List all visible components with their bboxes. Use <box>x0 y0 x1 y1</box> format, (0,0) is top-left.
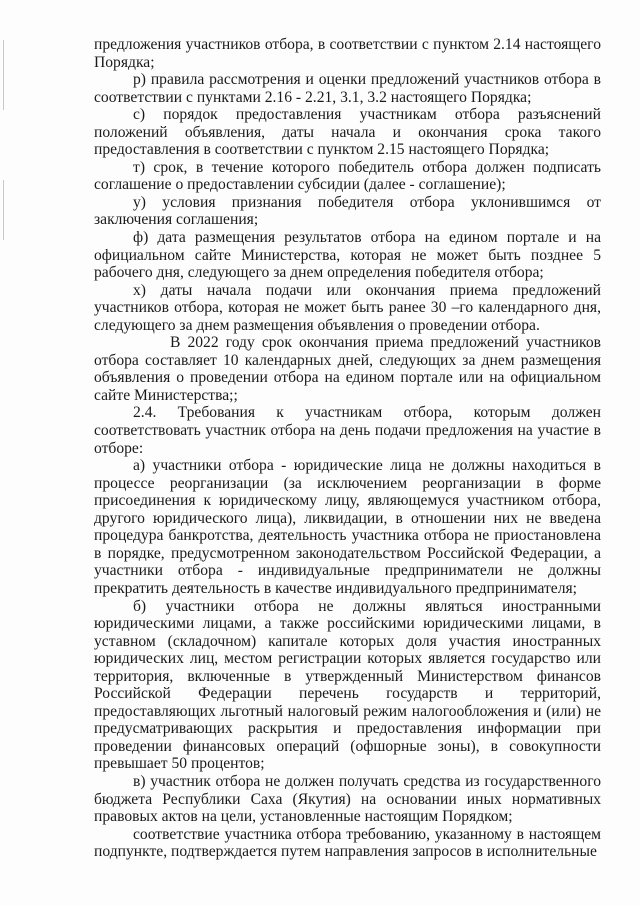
paragraph: ф) дата размещения результатов отбора на едином портале и на официальном сайте Министерства, которая не может быть позднее 5 рабочего дня, следующего за днем определения победителя отбора; <box>94 229 601 282</box>
paragraph: предложения участников отбора, в соответствии с пунктом 2.14 настоящего Порядка; <box>94 36 601 71</box>
paragraph: а) участники отбора - юридические лица не должны находиться в процессе реорганизации (за исключением реорганизации в форме присоединения к юридическому лицу, являющемуся участником отбора, другого юридического лица), ликвидации, в отношении них не введена процедура банкротства, деятельность участника отбора не приостановлена в порядке, предусмотренном законодательством Российской Федерации, а участники отбора - индивидуальные предприниматели не должны прекратить деятельность в качестве индивидуального предпринимателя; <box>94 457 601 597</box>
paragraph: в) участник отбора не должен получать средства из государственного бюджета Республики Саха (Якутия) на основании иных нормативных правовых актов на цели, установленные настоящим Порядком; <box>94 772 601 826</box>
paragraph: у) условия признания победителя отбора уклонившимся от заключения соглашения; <box>94 193 601 229</box>
paragraph: р) правила рассмотрения и оценки предложений участников отбора в соответствии с пунктами 2.16 - 2.21, 3.1, 3.2 настоящего Порядка; <box>94 71 601 106</box>
scan-margin-mark <box>3 180 4 240</box>
paragraph: б) участники отбора не должны являться иностранными юридическими лицами, а также российскими юридическими лицами, в уставном (складочном) капитале которых доля участия иностранных юридических лиц, местом регистрации которых является государство или территория, включенные в утвержденный Министерством финансов Российской Федерации перечень государств и территорий, предоставляющих льготный налоговый режим налогообложения и (или) не предусматривающих раскрытия и предоставления информации при проведении финансовых операций (офшорные зоны), в совокупности превышает 50 процентов; <box>94 597 601 773</box>
document-body <box>94 36 601 861</box>
paragraph: В 2022 году срок окончания приема предложений участников отбора составляет 10 календарных дней, следующих за днем размещения объявления о проведении отбора на едином портале или на официальном сайте Министерства;; <box>94 334 601 404</box>
paragraph: 2.4. Требования к участникам отбора, которым должен соответствовать участник отбора на день подачи предложения на участие в отборе: <box>94 404 601 457</box>
paragraph: с) порядок предоставления участникам отбора разъяснений положений объявления, даты начала и окончания срока такого предоставления в соответствии с пунктом 2.15 настоящего Порядка; <box>94 106 601 159</box>
paragraph: х) даты начала подачи или окончания приема предложений участников отбора, которая не может быть ранее 30 –го календарного дня, следующего за днем размещения объявления о проведении отбора. <box>94 281 601 334</box>
paragraph: соответствие участника отбора требованию, указанному в настоящем подпункте, подтверждается путем направления запросов в исполнительные <box>94 825 601 861</box>
paragraph: т) срок, в течение которого победитель отбора должен подписать соглашение о предоставлении субсидии (далее - соглашение); <box>94 158 601 194</box>
scan-margin-mark <box>3 40 4 110</box>
